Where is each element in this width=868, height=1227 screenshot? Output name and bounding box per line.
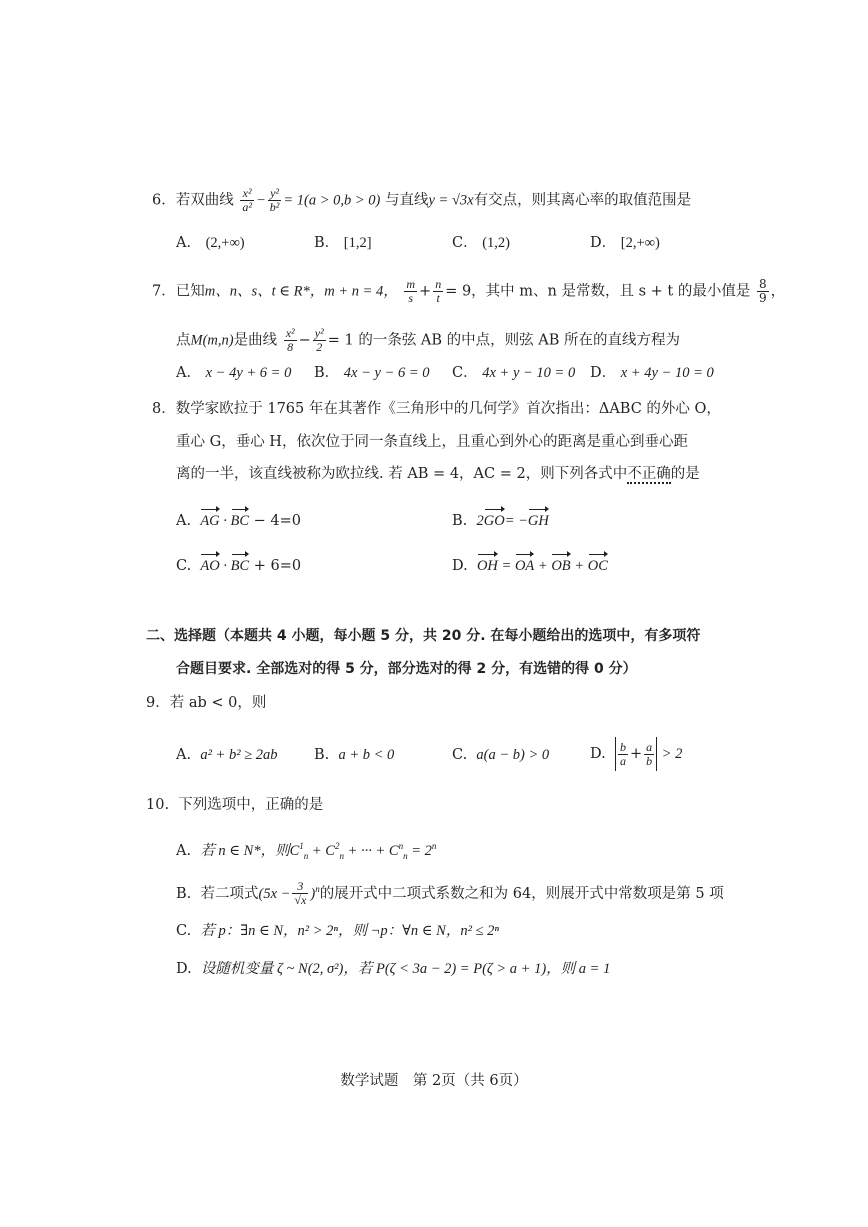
q9-option-c: C. a(a − b) > 0 (452, 747, 550, 763)
q9-stem-text: 若 ab < 0，则 (169, 695, 267, 711)
q7-stem: 7．已知m、n、s、t ∈ R*，m + n = 4， $\frac{m}{s}$ + $\frac{n}{t}$ = 9，其中 m、n 是常数，且 s + t 的最小值是 $\frac{8}{9}$ ， (152, 277, 786, 305)
q8-line1-text: 数学家欧拉于 1765 年在其著作《三角形中的几何学》首次指出：ΔABC 的外心 O， (175, 401, 721, 417)
q7-curve-frac-x: $\frac{\text{x²}}{8}$ (285, 326, 295, 354)
q7-pre: 已知 (175, 283, 205, 300)
q9-frac-ba: $\frac{b}{a}$ (619, 739, 626, 768)
q6-option-d: D． [2,+∞) (590, 235, 660, 251)
q7-cond1: ，m + n = 4， (309, 283, 398, 300)
q9-option-b: B. a + b < 0 (314, 747, 395, 763)
q7-vars: m、n、s、t ∈ R* (204, 283, 310, 300)
q6-stem: 6．若双曲线 $\frac{\text{x²}}{\text{a²}}$ − $\frac{\text{y²}}{\text{b²}}$ = 1(a > 0,b > 0) 与直线y = √3x有交点，则其离心率的取值范围是 (152, 186, 692, 214)
q8-option-b: B. 2GO= −GH (452, 508, 549, 531)
q7-option-d: D． x + 4y − 10 = 0 (590, 365, 714, 381)
q8-option-d: D. OH = OA + OB + OC (452, 553, 608, 576)
q9-frac-ab: $\frac{a}{b}$ (646, 739, 653, 768)
q8-line3-post: 的是 (670, 466, 700, 482)
q8-option-a: A. AG · BC − 4=0 (176, 508, 301, 531)
q9-stem (146, 693, 266, 713)
q6-option-c: C． (1,2) (452, 235, 511, 251)
q7-tail: ， (770, 283, 786, 300)
q7-option-a: A． x − 4y + 6 = 0 (176, 365, 292, 381)
q10-option-d: D. 设随机变量 ζ ~ N(2, σ²)，若 P(ζ < 3a − 2) = P(ζ > a + 1)，则 a = 1 (176, 961, 611, 977)
q6-frac-y: $\frac{\text{y²}}{\text{b²}}$ (269, 186, 280, 214)
q10-option-a: A. 若 n ∈ N*，则$C^1_n + C^2_n$ + ··· + $C^n_n = 2^n$ (176, 841, 437, 861)
q6-line: y = √3x (428, 192, 474, 209)
q7-point: M(m,n) (190, 332, 234, 349)
q7-option-c: C． 4x + y − 10 = 0 (452, 365, 576, 381)
q9-option-d: D. $\frac{b}{a}$ + $\frac{a}{b}$ > 2 (590, 737, 682, 771)
q9-number: 9． (146, 695, 170, 711)
q10-option-b: B. 若二项式(5x − $\frac{3}{√x}$ )$^n$的展开式中二项式系数之和为 64，则展开式中常数项是第 5 项 (176, 879, 724, 908)
section2-heading-line2: 合题目要求. 全部选对的得 5 分，部分选对的得 2 分，有选错的得 0 分） (176, 661, 637, 677)
q7-line2-post: = 1 的一条弦 AB 的中点，则弦 AB 所在的直线方程为 (327, 332, 681, 349)
q6-cond: = 1(a > 0,b > 0) (283, 192, 381, 209)
q8-line3 (176, 464, 700, 484)
q6-post: 有交点，则其离心率的取值范围是 (473, 192, 692, 209)
q7-cond2: = 9，其中 m、n 是常数，且 s + t 的最小值是 (445, 283, 751, 300)
q7-line2-pre: 点 (176, 332, 191, 349)
q7-option-b: B． 4x − y − 6 = 0 (314, 365, 430, 381)
page-footer: 数学试题 第 2页（共 6页） (340, 1073, 528, 1089)
q8-number: 8． (152, 401, 176, 417)
q6-pre: 若双曲线 (175, 192, 234, 209)
q8-line1 (152, 399, 721, 419)
q6-mid: 与直线 (384, 192, 429, 209)
q8-line2: 重心 G，垂心 H，依次位于同一条直线上，且重心到外心的距离是重心到垂心距 (176, 434, 688, 450)
section2-heading-line1: 二、选择题（本题共 4 小题，每小题 5 分，共 20 分. 在每小题给出的选项中，有多项符 (146, 628, 701, 644)
q10-option-c: C. 若 p：∃n ∈ N，n² > 2ⁿ，则 ¬p：∀n ∈ N，n² ≤ 2ⁿ (176, 923, 499, 939)
q9-option-a: A. a² + b² ≥ 2ab (176, 747, 278, 763)
q7-line2: 点M(m,n)是曲线 $\frac{\text{x²}}{8}$ − $\frac{\text{y²}}{2}$ = 1 的一条弦 AB 的中点，则弦 AB 所在的直线方程为 (176, 326, 681, 354)
q6-frac-x: $\frac{\text{x²}}{\text{a²}}$ (242, 186, 252, 214)
q8-emphasis: 不正确 (627, 466, 671, 482)
q10-number: 10. (146, 797, 170, 813)
q7-frac-nt: $\frac{n}{t}$ (435, 277, 442, 305)
q7-line2-mid: 是曲线 (233, 332, 278, 349)
q6-number: 6． (152, 192, 176, 209)
q7-frac-ms: $\frac{m}{s}$ (406, 277, 416, 305)
q8-option-c: C. AO · BC + 6=0 (176, 553, 301, 576)
q7-min-frac: $\frac{8}{9}$ (758, 277, 767, 305)
q10-stem (146, 795, 323, 815)
q6-option-b: B． [1,2] (314, 235, 372, 251)
q10-binomial-frac: $\frac{3}{√x}$ (294, 879, 307, 908)
q8-line3-pre: 离的一半，该直线被称为欧拉线. 若 AB = 4，AC = 2，则下列各式中 (176, 466, 628, 482)
q6-option-a: A． (2,+∞) (176, 235, 245, 251)
q7-curve-frac-y: $\frac{\text{y²}}{2}$ (314, 326, 324, 354)
q10-stem-text: 下列选项中，正确的是 (178, 797, 324, 813)
q7-number: 7． (152, 283, 176, 300)
